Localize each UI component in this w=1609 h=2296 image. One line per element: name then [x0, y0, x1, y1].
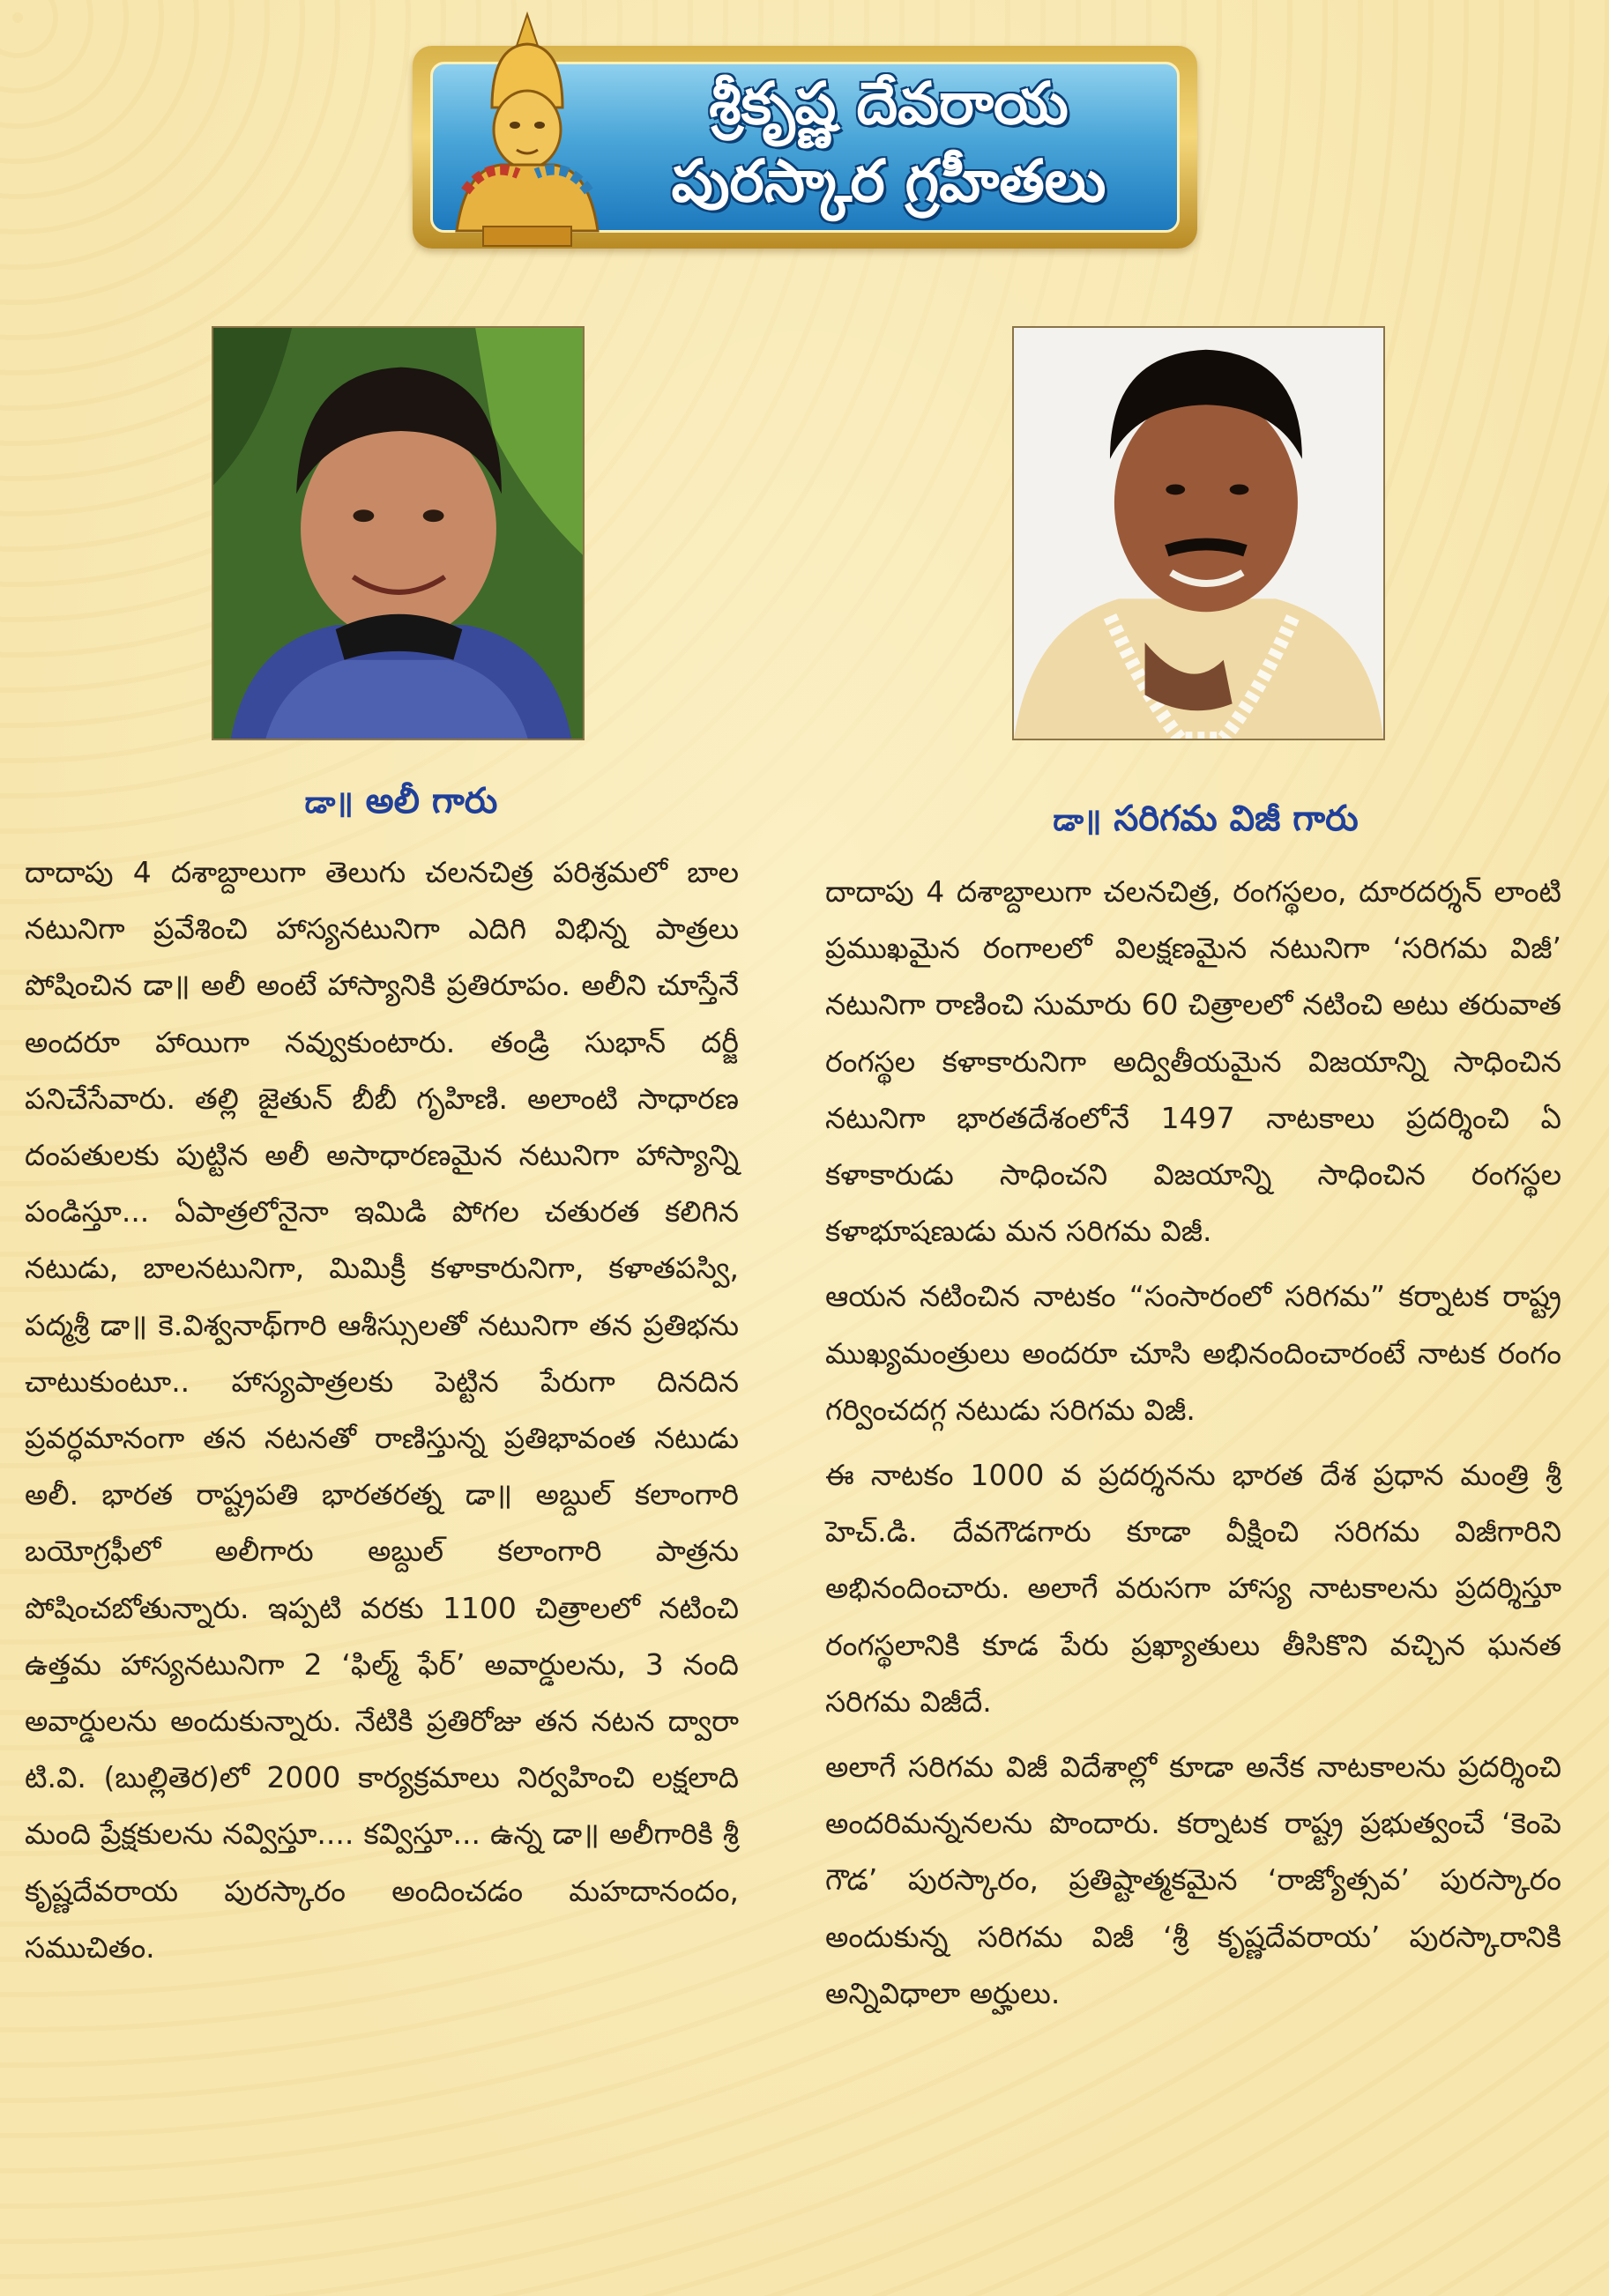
sarigama-viji-biography-paragraph-1: దాదాపు 4 దశాబ్దాలుగా చలనచిత్ర, రంగస్థలం, దూరదర్శన్ లాంటి ప్రముఖమైన రంగాలలో విలక్షణమైన నటునిగా ‘సరిగమ విజీ’ నటునిగా రాణించి సుమారు 60 చిత్రాలలో నటించి అటు తరువాత రంగస్థల కళాకారునిగా అద్వితీయమైన విజయాన్ని సాధించిన నటునిగా భారతదేశంలోనే 1497 నాటకాలు ప్రదర్శించి ఏ కళాకారుడు సాధించని విజయాన్ని సాధించిన రంగస్థల కళాభూషణుడు మన సరిగమ విజీ.: [825, 874, 1561, 1249]
title-banner: [386, 11, 1224, 266]
sarigama-viji-biography-paragraph-2: ఆయన నటించిన నాటకం “సంసారంలో సరిగమ” కర్నాటక రాష్ట్ర ముఖ్యమంత్రులు అందరూ చూసి అభినందించారంటే నాటక రంగం గర్వించదగ్గ నటుడు సరిగమ విజీ.: [825, 1279, 1561, 1427]
ali-name-prefix: డా॥: [304, 785, 354, 821]
deity-figure-image: [448, 11, 607, 249]
sarigama-viji-biography-paragraph-4: అలాగే సరిగమ విజీ విదేశాల్లో కూడా అనేక నాటకాలను ప్రదర్శించి అందరిమన్ననలను పొందారు. కర్నాటక రాష్ట్ర ప్రభుత్వంచే ‘కెంపె గౌడ’ పురస్కారం, ప్రతిష్టాత్మకమైన ‘రాజ్యోత్సవ’ పురస్కారం అందుకున్న సరిగమ విజీ ‘శ్రీ కృష్ణదేవరాయ’ పురస్కారానికి అన్నివిధాలా అర్హులు.: [825, 1750, 1561, 2010]
ali-name-text: అలీ గారు: [365, 781, 498, 821]
ali-name-heading: [0, 781, 802, 830]
ali-biography-column: [25, 844, 739, 1985]
ali-biography-paragraph: దాదాపు 4 దశాబ్దాలుగా తెలుగు చలనచిత్ర పరిశ్రమలో బాల నటునిగా ప్రవేశించి హాస్యనటునిగా ఎదిగి విభిన్న పాత్రలు పోషించిన డా॥ అలీ అంటే హాస్యానికి ప్రతిరూపం. అలీని చూస్తేనే అందరూ హాయిగా నవ్వుకుంటారు. తండ్రి సుభాన్ దర్జీ పనిచేసేవారు. తల్లి జైతున్ బీబీ గృహిణి. అలాంటి సాధారణ దంపతులకు పుట్టిన అలీ అసాధారణమైన నటునిగా హాస్యాన్ని పండిస్తూ... ఏపాత్రలోనైనా ఇమిడి పోగల చతురత కలిగిన నటుడు, బాలనటునిగా, మిమిక్రీ కళాకారునిగా, కళాతపస్వి, పద్మశ్రీ డా॥ కె.విశ్వనాథ్‌గారి ఆశీస్సులతో నటునిగా తన ప్రతిభను చాటుకుంటూ.. హాస్యపాత్రలకు పెట్టిన పేరుగా దినదిన ప్రవర్ధమానంగా తన నటనతో రాణిస్తున్న ప్రతిభావంత నటుడు అలీ. భారత రాష్ట్రపతి భారతరత్న డా॥ అబ్దుల్ కలాంగారి బయోగ్రఫీలో అలీగారు అబ్దుల్ కలాంగారి పాత్రను పోషించబోతున్నారు. ఇప్పటి వరకు 1100 చిత్రాలలో నటించి ఉత్తమ హాస్యనటునిగా 2 ‘ఫిల్మ్ ఫేర్’ అవార్డులను, 3 నంది అవార్డులను అందుకున్నారు. నేటికి ప్రతిరోజు తన నటన ద్వారా టి.వి. (బుల్లితెర)లో 2000 కార్యక్రమాలు నిర్వహించి లక్షలాది మంది ప్రేక్షకులను నవ్విస్తూ.... కవ్విస్తూ... ఉన్న డా॥ అలీగారికి శ్రీ కృష్ణదేవరాయ పురస్కారం అందించడం మహదానందం, సముచితం.: [25, 855, 739, 1965]
sarigama-viji-biography-column: [825, 864, 1561, 2031]
banner-title: [607, 65, 1171, 220]
sarigama-viji-name-prefix: డా॥: [1053, 803, 1102, 838]
sarigama-viji-name-text: సరిగమ విజీ గారు: [1114, 799, 1359, 839]
banner-title-line1: శ్రీకృష్ణ దేవరాయ: [709, 70, 1069, 137]
ali-portrait-photo: [212, 326, 585, 740]
sarigama-viji-name-heading: [802, 799, 1609, 848]
sarigama-viji-portrait-photo: [1012, 326, 1385, 740]
sarigama-viji-biography-paragraph-3: ఈ నాటకం 1000 వ ప్రదర్శనను భారత దేశ ప్రధాన మంత్రి శ్రీ హెచ్.డి. దేవగౌడగారు కూడా వీక్షించి సరిగమ విజీగారిని అభినందించారు. అలాగే వరుసగా హాస్య నాటకాలను ప్రదర్శిస్తూ రంగస్థలానికి కూడ పేరు ప్రఖ్యాతులు తీసికొని వచ్చిన ఘనత సరిగమ విజీదే.: [825, 1458, 1561, 1719]
banner-title-line2: పురస్కార గ్రహీతలు: [671, 147, 1106, 215]
